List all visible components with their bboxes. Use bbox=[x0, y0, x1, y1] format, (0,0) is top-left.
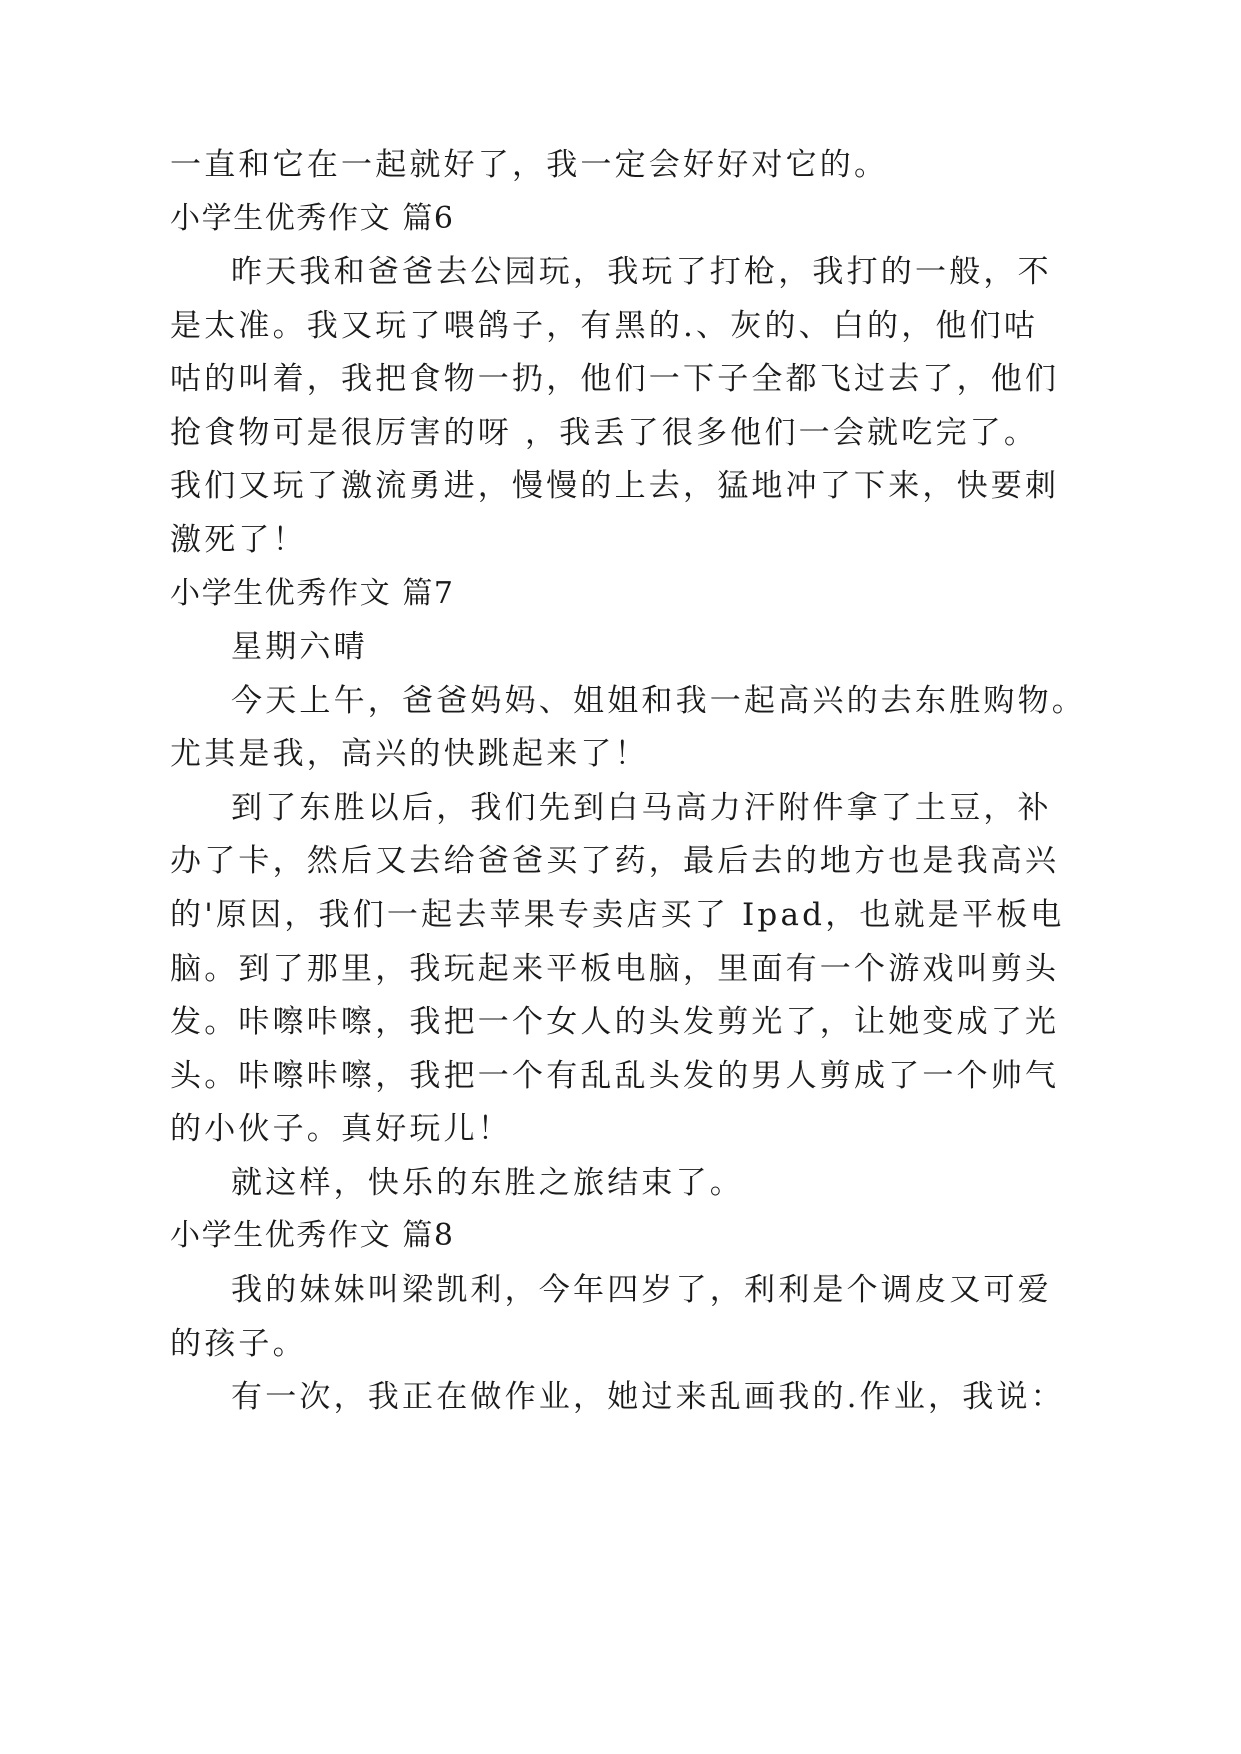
paragraph-line: 就这样，快乐的东胜之旅结束了。 bbox=[231, 1165, 744, 1201]
paragraph-line: 头。咔嚓咔嚓，我把一个有乱乱头发的男人剪成了一个帅气 bbox=[170, 1058, 1060, 1094]
section-heading-8: 小学生优秀作文 篇8 bbox=[170, 1218, 455, 1253]
paragraph-line: 办了卡，然后又去给爸爸买了药，最后去的地方也是我高兴 bbox=[170, 843, 1060, 879]
paragraph-line: 咕的叫着，我把食物一扔，他们一下子全都飞过去了，他们 bbox=[170, 361, 1060, 397]
paragraph-line: 是太准。我又玩了喂鸽子，有黑的.、灰的、白的，他们咕 bbox=[170, 308, 1039, 344]
paragraph-line: 有一次，我正在做作业，她过来乱画我的.作业，我说： bbox=[231, 1379, 1065, 1415]
paragraph-line: 脑。到了那里，我玩起来平板电脑，里面有一个游戏叫剪头 bbox=[170, 951, 1060, 987]
paragraph-line: 我的妹妹叫梁凯利，今年四岁了，利利是个调皮又可爱 bbox=[231, 1272, 1052, 1308]
paragraph-line: 的'原因，我们一起去苹果专卖店买了 Ipad，也就是平板电 bbox=[170, 897, 1065, 933]
paragraph-line: 昨天我和爸爸去公园玩，我玩了打枪，我打的一般，不 bbox=[231, 254, 1052, 290]
section-heading-7: 小学生优秀作文 篇7 bbox=[170, 576, 455, 611]
paragraph-line: 到了东胜以后，我们先到白马高力汗附件拿了土豆，补 bbox=[231, 790, 1052, 826]
paragraph-line: 的孩子。 bbox=[170, 1326, 307, 1362]
paragraph-line: 发。咔嚓咔嚓，我把一个女人的头发剪光了，让她变成了光 bbox=[170, 1004, 1060, 1040]
paragraph-line: 我们又玩了激流勇进，慢慢的上去，猛地冲了下来，快要刺 bbox=[170, 468, 1060, 504]
paragraph-line: 激死了！ bbox=[170, 522, 307, 558]
paragraph-line: 的小伙子。真好玩儿！ bbox=[170, 1111, 512, 1147]
paragraph-line: 星期六晴 bbox=[231, 629, 368, 665]
paragraph-line: 抢食物可是很厉害的呀 ，我丢了很多他们一会就吃完了。 bbox=[170, 415, 1039, 451]
paragraph-line: 尤其是我，高兴的快跳起来了！ bbox=[170, 736, 649, 772]
section-heading-6: 小学生优秀作文 篇6 bbox=[170, 201, 455, 236]
paragraph-line: 今天上午，爸爸妈妈、姐姐和我一起高兴的去东胜购物。 bbox=[231, 683, 1086, 719]
paragraph-line: 一直和它在一起就好了，我一定会好好对它的。 bbox=[170, 147, 889, 183]
